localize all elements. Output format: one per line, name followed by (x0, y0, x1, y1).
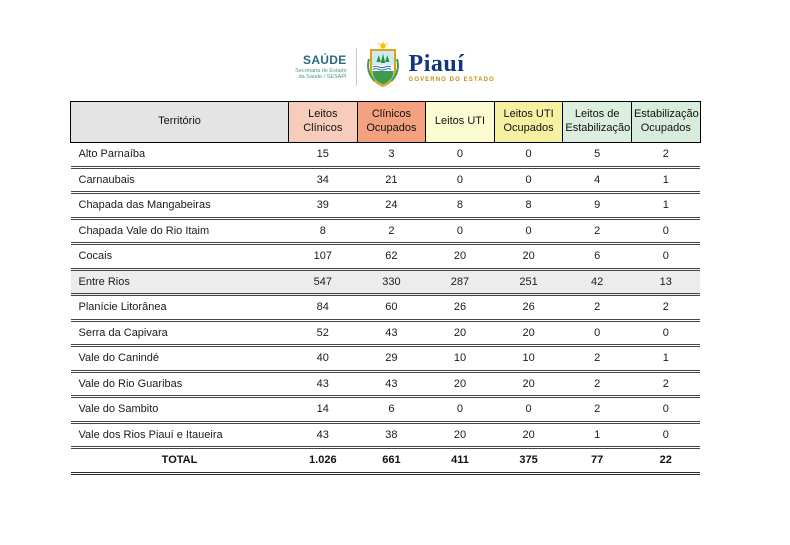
value-cell: 0 (426, 167, 495, 193)
value-cell: 20 (426, 371, 495, 397)
value-cell: 2 (563, 346, 632, 372)
value-cell: 42 (563, 269, 632, 295)
state-name: Piauí (408, 50, 465, 77)
piaui-coat-of-arms-icon (366, 41, 400, 94)
value-cell: 5 (563, 143, 632, 168)
value-cell: 1 (563, 422, 632, 448)
sesapi-logo (295, 54, 346, 80)
value-cell: 1 (631, 346, 700, 372)
value-cell: 24 (357, 193, 426, 219)
column-header-6: Estabilização Ocupados (631, 102, 700, 143)
value-cell: 20 (426, 320, 495, 346)
territory-cell: Chapada das Mangabeiras (71, 193, 289, 219)
beds-by-territory-table (70, 101, 701, 475)
value-cell: 52 (289, 320, 358, 346)
column-header-2: Clínicos Ocupados (357, 102, 426, 143)
value-cell: 26 (426, 295, 495, 321)
value-cell: 43 (357, 371, 426, 397)
table-row (71, 167, 701, 193)
value-cell: 4 (563, 167, 632, 193)
territory-cell: Vale do Canindé (71, 346, 289, 372)
value-cell: 8 (289, 218, 358, 244)
value-cell: 20 (494, 371, 563, 397)
total-value-cell: 22 (631, 448, 700, 474)
total-value-cell: 375 (494, 448, 563, 474)
value-cell: 107 (289, 244, 358, 270)
value-cell: 43 (289, 371, 358, 397)
value-cell: 0 (631, 218, 700, 244)
table-row (71, 143, 701, 168)
table-header (71, 102, 701, 143)
table-body (71, 143, 701, 448)
value-cell: 20 (426, 422, 495, 448)
value-cell: 43 (357, 320, 426, 346)
value-cell: 84 (289, 295, 358, 321)
value-cell: 60 (357, 295, 426, 321)
value-cell: 0 (426, 397, 495, 423)
table-row (71, 346, 701, 372)
sesapi-title: SAÚDE (303, 52, 347, 67)
value-cell: 0 (631, 244, 700, 270)
value-cell: 6 (357, 397, 426, 423)
value-cell: 21 (357, 167, 426, 193)
table-row (71, 269, 701, 295)
table-footer (71, 448, 701, 474)
territory-cell: Vale do Rio Guaribas (71, 371, 289, 397)
total-value-cell: 1.026 (289, 448, 358, 474)
state-subtitle: GOVERNO DO ESTADO (408, 76, 495, 83)
value-cell: 14 (289, 397, 358, 423)
value-cell: 8 (426, 193, 495, 219)
header-logos (0, 0, 790, 92)
value-cell: 1 (631, 193, 700, 219)
value-cell: 34 (289, 167, 358, 193)
value-cell: 0 (426, 143, 495, 168)
column-header-3: Leitos UTI (426, 102, 495, 143)
value-cell: 0 (494, 397, 563, 423)
value-cell: 62 (357, 244, 426, 270)
value-cell: 10 (494, 346, 563, 372)
table-row (71, 422, 701, 448)
value-cell: 20 (426, 244, 495, 270)
value-cell: 0 (494, 218, 563, 244)
value-cell: 0 (631, 422, 700, 448)
value-cell: 0 (563, 320, 632, 346)
value-cell: 547 (289, 269, 358, 295)
territory-cell: Serra da Capivara (71, 320, 289, 346)
territory-cell: Chapada Vale do Rio Itaim (71, 218, 289, 244)
total-label-cell: TOTAL (71, 448, 289, 474)
value-cell: 2 (631, 295, 700, 321)
value-cell: 0 (426, 218, 495, 244)
table-row (71, 320, 701, 346)
sesapi-subtitle-line2: da Saúde / SESAPI (298, 73, 347, 80)
table-row (71, 371, 701, 397)
value-cell: 20 (494, 422, 563, 448)
territory-cell: Entre Rios (71, 269, 289, 295)
value-cell: 2 (631, 143, 700, 168)
value-cell: 2 (563, 218, 632, 244)
territory-cell: Vale do Sambito (71, 397, 289, 423)
value-cell: 43 (289, 422, 358, 448)
value-cell: 251 (494, 269, 563, 295)
territory-cell: Planície Litorânea (71, 295, 289, 321)
sesapi-subtitle-line1: Secretaria de Estado (295, 67, 347, 74)
value-cell: 0 (631, 397, 700, 423)
value-cell: 3 (357, 143, 426, 168)
value-cell: 1 (631, 167, 700, 193)
column-header-1: Leitos Clínicos (289, 102, 358, 143)
value-cell: 6 (563, 244, 632, 270)
value-cell: 287 (426, 269, 495, 295)
column-header-0: Território (71, 102, 289, 143)
value-cell: 40 (289, 346, 358, 372)
total-value-cell: 411 (426, 448, 495, 474)
column-header-4: Leitos UTI Ocupados (494, 102, 563, 143)
value-cell: 15 (289, 143, 358, 168)
table-row (71, 295, 701, 321)
table-row (71, 193, 701, 219)
value-cell: 13 (631, 269, 700, 295)
table-header-row (71, 102, 701, 143)
value-cell: 2 (357, 218, 426, 244)
value-cell: 0 (631, 320, 700, 346)
value-cell: 0 (494, 167, 563, 193)
value-cell: 2 (563, 295, 632, 321)
territory-cell: Cocais (71, 244, 289, 270)
value-cell: 10 (426, 346, 495, 372)
total-value-cell: 77 (563, 448, 632, 474)
value-cell: 9 (563, 193, 632, 219)
total-row (71, 448, 701, 474)
column-header-5: Leitos de Estabilização (563, 102, 632, 143)
table-row (71, 397, 701, 423)
value-cell: 38 (357, 422, 426, 448)
value-cell: 8 (494, 193, 563, 219)
territory-cell: Alto Parnaíba (71, 143, 289, 168)
value-cell: 330 (357, 269, 426, 295)
value-cell: 39 (289, 193, 358, 219)
value-cell: 20 (494, 320, 563, 346)
value-cell: 0 (494, 143, 563, 168)
value-cell: 29 (357, 346, 426, 372)
value-cell: 2 (631, 371, 700, 397)
value-cell: 20 (494, 244, 563, 270)
territory-cell: Vale dos Rios Piauí e Itaueira (71, 422, 289, 448)
state-logo (409, 52, 495, 83)
total-value-cell: 661 (357, 448, 426, 474)
value-cell: 26 (494, 295, 563, 321)
table-row (71, 244, 701, 270)
value-cell: 2 (563, 397, 632, 423)
value-cell: 2 (563, 371, 632, 397)
logo-divider (356, 48, 357, 86)
territory-cell: Carnaubais (71, 167, 289, 193)
table-row (71, 218, 701, 244)
